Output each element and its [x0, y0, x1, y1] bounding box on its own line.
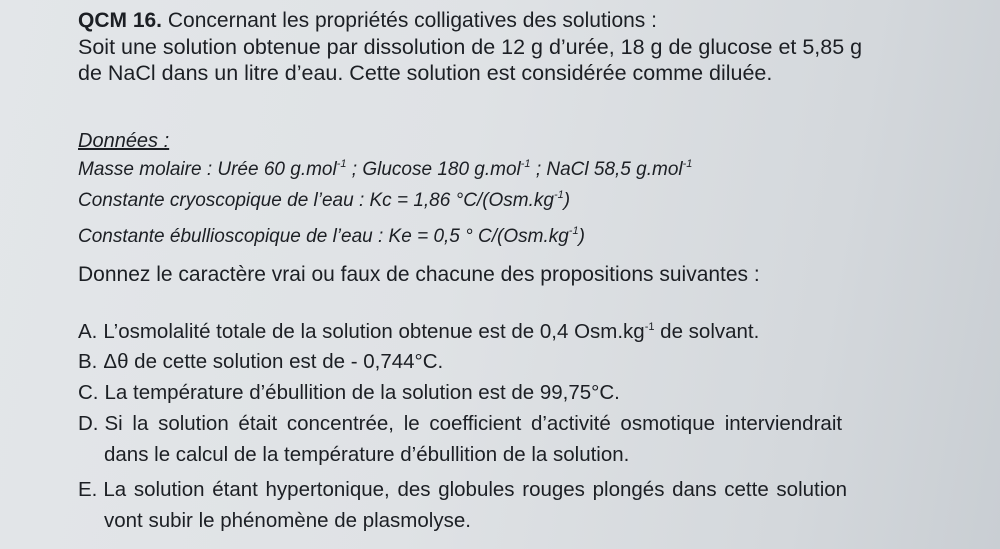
intro-line-1: Soit une solution obtenue par dissolution de 12 g d’urée, 18 g de glucose et 5,85 g [78, 35, 863, 59]
option-a-text: L’osmolalité totale de la solution obtenue est de 0,4 Osm.kg [103, 320, 645, 343]
question-title [78, 8, 657, 34]
option-d [78, 411, 842, 437]
cryoscopic-constant-end: ) [563, 190, 571, 211]
molar-mass-nacl: ; NaCl 58,5 g.mol [530, 159, 683, 180]
option-b-text: Δθ de cette solution est de - 0,744°C. [103, 350, 444, 373]
option-e-text-line-2: vont subir le phénomène de plasmolyse. [104, 509, 471, 532]
option-c-text: La température d’ébullition de la solution est de 99,75°C. [104, 381, 620, 404]
option-e-text-line-1: La solution étant hypertonique, des globules rouges plongés dans cette solution [103, 478, 848, 501]
ebullioscopic-constant-text: Constante ébullioscopique de l’eau : Ke = 0,5 ° C/(Osm.kg [78, 226, 569, 247]
option-a-letter: A. [78, 320, 98, 343]
cryoscopic-constant-exponent: -1 [553, 189, 564, 201]
ebullioscopic-constant-end: ) [578, 226, 585, 247]
option-a [78, 319, 759, 345]
option-d-text-line-2: dans le calcul de la température d’ébullition de la solution. [104, 443, 630, 466]
option-b-letter: B. [78, 350, 98, 373]
option-e [78, 477, 847, 503]
molar-mass-line [78, 157, 692, 183]
option-d-text-line-1: Si la solution était concentrée, le coefficient d’activité osmotique interviendrait [104, 412, 843, 435]
option-a-exponent: -1 [644, 321, 655, 333]
option-c [78, 380, 620, 406]
molar-mass-exponent-3: -1 [682, 158, 693, 170]
question-number: QCM 16. [78, 9, 163, 32]
ebullioscopic-constant-line [78, 224, 585, 250]
option-b [78, 349, 443, 375]
option-e-letter: E. [78, 478, 98, 501]
instruction-text: Donnez le caractère vrai ou faux de chacune des propositions suivantes : [78, 263, 760, 286]
ebullioscopic-constant-exponent: -1 [568, 225, 579, 237]
molar-mass-exponent-2: -1 [520, 158, 531, 170]
option-a-end: de solvant. [654, 320, 760, 343]
data-heading: Données : [78, 130, 170, 152]
intro-line-2: de NaCl dans un litre d’eau. Cette solution est considérée comme diluée. [78, 61, 773, 85]
molar-mass-exponent-1: -1 [336, 158, 347, 170]
molar-mass-glucose: ; Glucose 180 g.mol [346, 159, 521, 180]
cryoscopic-constant-line [78, 188, 570, 214]
option-c-letter: C. [78, 381, 99, 404]
question-title-text: Concernant les propriétés colligatives des solutions : [167, 9, 657, 32]
cryoscopic-constant-text: Constante cryoscopique de l’eau : Kc = 1,86 °C/(Osm.kg [78, 190, 554, 211]
option-d-letter: D. [78, 412, 99, 435]
molar-mass-label: Masse molaire : Urée 60 g.mol [78, 159, 337, 180]
